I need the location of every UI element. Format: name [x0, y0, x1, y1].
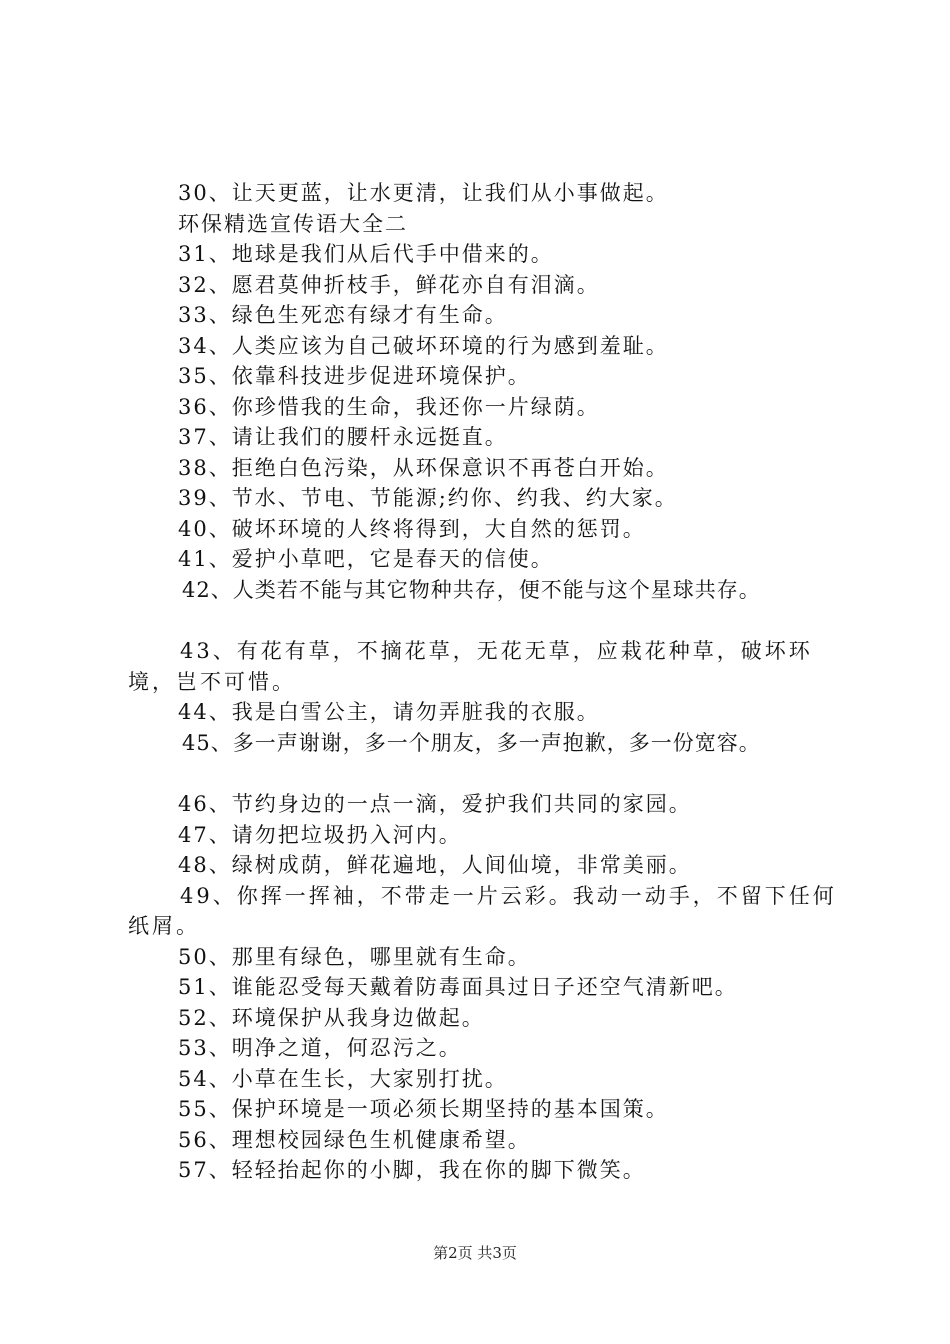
text-line-31: 31、地球是我们从后代手中借来的。: [178, 242, 554, 266]
text-line-44: 44、我是白雪公主，请勿弄脏我的衣服。: [178, 700, 600, 724]
text-line-39: 39、节水、节电、节能源;约你、约我、约大家。: [178, 486, 678, 510]
paragraph-gap: [128, 758, 850, 789]
text-line-42: 42、人类若不能与其它物种共存，便不能与这个星球共存。: [182, 577, 761, 602]
text-line-34: 34、人类应该为自己破坏环境的行为感到羞耻。: [178, 333, 669, 358]
paragraph-gap: [128, 605, 850, 636]
text-line-48: 48、绿树成荫，鲜花遍地，人间仙境，非常美丽。: [178, 853, 692, 877]
text-line-45: 45、多一声谢谢，多一个朋友，多一声抱歉，多一份宽容。: [182, 730, 761, 755]
text-line-33: 33、绿色生死恋有绿才有生命。: [178, 303, 508, 327]
text-line-55: 55、保护环境是一项必须长期坚持的基本国策。: [178, 1097, 669, 1121]
text-line-41: 41、爱护小草吧，它是春天的信使。: [178, 547, 554, 571]
text-line-43: 43、有花有草，不摘花草，无花无草，应栽花种草，破坏环境，岂不可惜。: [128, 639, 813, 694]
text-line-51: 51、谁能忍受每天戴着防毒面具过日子还空气清新吧。: [178, 975, 738, 999]
text-line-52: 52、环境保护从我身边做起。: [178, 1005, 485, 1030]
text-line-35: 35、依靠科技进步促进环境保护。: [178, 364, 531, 388]
text-line-49: 49、你挥一挥袖，不带走一片云彩。我动一动手，不留下任何纸屑。: [128, 883, 837, 938]
text-line-56: 56、理想校园绿色生机健康希望。: [178, 1127, 531, 1152]
text-line-47: 47、请勿把垃圾扔入河内。: [178, 822, 462, 847]
page-footer: 第2页 共3页: [433, 1244, 517, 1262]
document-body: [128, 178, 850, 1186]
text-line-38: 38、拒绝白色污染，从环保意识不再苍白开始。: [178, 455, 669, 480]
text-line-46: 46、节约身边的一点一滴，爱护我们共同的家园。: [178, 792, 692, 816]
text-line-30: 30、让天更蓝，让水更清，让我们从小事做起。: [178, 181, 669, 205]
text-line-53: 53、明净之道，何忍污之。: [178, 1036, 462, 1060]
text-line-36: 36、你珍惜我的生命，我还你一片绿荫。: [178, 394, 600, 419]
text-line-32: 32、愿君莫伸折枝手，鲜花亦自有泪滴。: [178, 272, 600, 297]
section-heading: 环保精选宣传语大全二: [178, 211, 408, 236]
text-line-40: 40、破坏环境的人终将得到，大自然的惩罚。: [178, 516, 646, 541]
text-line-37: 37、请让我们的腰杆永远挺直。: [178, 425, 508, 449]
text-line-54: 54、小草在生长，大家别打扰。: [178, 1066, 508, 1091]
text-line-50: 50、那里有绿色，哪里就有生命。: [178, 944, 531, 969]
text-line-57: 57、轻轻抬起你的小脚，我在你的脚下微笑。: [178, 1158, 646, 1182]
